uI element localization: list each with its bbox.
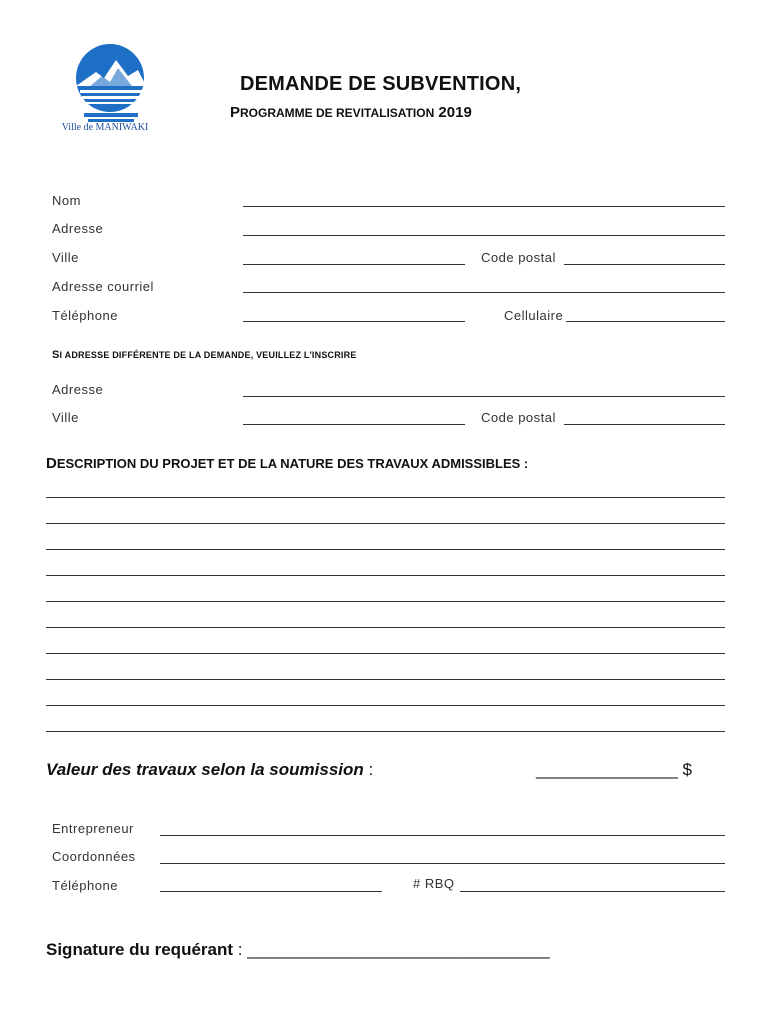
valeur-label <box>46 760 373 780</box>
description-line[interactable] <box>46 705 725 706</box>
adresse-label: Adresse <box>52 221 104 236</box>
signature-label <box>46 940 550 960</box>
description-heading <box>46 455 528 472</box>
coordonnees-label: Coordonnées <box>52 849 136 864</box>
cellulaire-label: Cellulaire <box>504 308 564 323</box>
alt-address-heading <box>52 349 357 361</box>
valeur-text: Valeur des travaux selon la soumission <box>46 760 364 779</box>
description-line[interactable] <box>46 601 725 602</box>
telephone-label: Téléphone <box>52 308 118 323</box>
logo-text: Ville de MANIWAKI <box>61 122 149 133</box>
subtitle-cap: P <box>230 104 241 121</box>
cellulaire-field[interactable] <box>566 321 725 322</box>
alt-ville-label: Ville <box>52 410 79 425</box>
rbq-label: # RBQ <box>413 876 455 891</box>
coordonnees-field[interactable] <box>160 863 725 864</box>
description-line[interactable] <box>46 497 725 498</box>
ville-field[interactable] <box>243 264 465 265</box>
nom-field[interactable] <box>243 206 725 207</box>
description-line[interactable] <box>46 731 725 732</box>
telephone-field[interactable] <box>243 321 465 322</box>
description-line[interactable] <box>46 627 725 628</box>
courriel-field[interactable] <box>243 292 725 293</box>
alt-heading-rest: I ADRESSE DIFFÉRENTE DE LA DEMANDE, VEUILLEZ L'INSCRIRE <box>59 350 357 360</box>
page-title: DEMANDE DE SUBVENTION, <box>240 73 522 95</box>
alt-adresse-field[interactable] <box>243 396 725 397</box>
courriel-label: Adresse courriel <box>52 279 154 294</box>
description-line[interactable] <box>46 523 725 524</box>
contractor-telephone-label: Téléphone <box>52 878 118 893</box>
description-line[interactable] <box>46 679 725 680</box>
alt-adresse-label: Adresse <box>52 382 104 397</box>
entrepreneur-field[interactable] <box>160 835 725 836</box>
entrepreneur-label: Entrepreneur <box>52 821 134 836</box>
signature-colon: : <box>233 940 248 959</box>
signature-text: Signature du requérant <box>46 940 234 959</box>
rbq-field[interactable] <box>460 891 725 892</box>
desc-heading-cap: D <box>46 455 57 472</box>
nom-label: Nom <box>52 193 81 208</box>
description-line[interactable] <box>46 653 725 654</box>
alt-code-postal-field[interactable] <box>564 424 725 425</box>
valeur-amount-field[interactable]: _______________ $ <box>536 760 692 779</box>
alt-ville-field[interactable] <box>243 424 465 425</box>
code-postal-field[interactable] <box>564 264 725 265</box>
alt-code-postal-label: Code postal <box>481 410 556 425</box>
subtitle-rest: ROGRAMME DE REVITALISATION <box>240 106 435 120</box>
description-line[interactable] <box>46 575 725 576</box>
description-line[interactable] <box>46 549 725 550</box>
valeur-colon: : <box>363 760 374 779</box>
adresse-field[interactable] <box>243 235 725 236</box>
desc-heading-rest: ESCRIPTION DU PROJET ET DE LA NATURE DES TRAVAUX ADMISSIBLES : <box>56 456 529 471</box>
ville-label: Ville <box>52 250 79 265</box>
code-postal-label: Code postal <box>481 250 556 265</box>
contractor-telephone-field[interactable] <box>160 891 382 892</box>
subtitle-year: 2019 <box>438 104 472 121</box>
signature-field[interactable]: ________________________________ <box>247 940 550 959</box>
alt-heading-cap: S <box>52 349 60 361</box>
page-subtitle <box>230 104 472 121</box>
